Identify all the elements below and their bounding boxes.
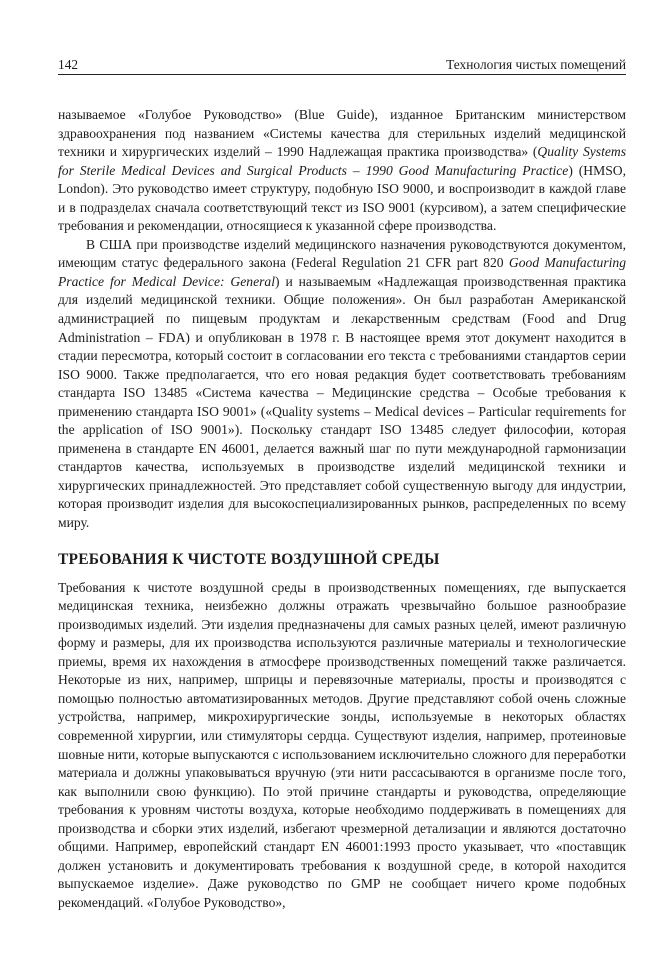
text-run: В США при производстве изделий медицинского назначения руководствуются документом, имеющим статус федерального закона (Federal Regulation 21 CFR part 820 xyxy=(58,236,626,271)
text-run: ) и называемым «Надлежащая производственная практика для изделий медицинской техники. Общие положения». Он был разработан Американской администрацией по пищевым продуктам и лекарственным средствам (Food and Drug Administration – FDA) и опубликован в 1978 г. В настоящее время этот документ находится в стадии пересмотра, который состоит в согласовании его текста с требованиями стандартов серии ISO 9000. Также предполагается, что его новая редакция будет соответствовать требованиям стандарта ISO 13485 «Система качества – Медицинские средства – Особые требования к применению стандарта ISO 9001» («Quality systems – Medical devices – Particular requirements for the application of ISO 9001»). Поскольку стандарт ISO 13485 следует философии, которая применена в стандарте EN 46001, делается важный шаг по пути международной гармонизации стандартов качества, используемых в производстве изделий медицинской техники и хирургических принадлежностей. Это представляет собой существенную выгоду для индустрии, которая производит изделия для высокоспециализированных рынков, распределенных по всему миру. xyxy=(58,273,626,531)
italic-title: Quality Systems for Sterile Medical Devices and Surgical Products – 1990 Good Manufacturing Practice xyxy=(58,144,626,178)
italic-title: Good Manufacturing Practice for Medical Device: General xyxy=(58,255,626,289)
text-run: ) (HMSO, London). Это руководство имеет структуру, подобную ISO 9000, и воспроизводит в каждой главе и в подразделах сначала соответствующий текст из ISO 9001 (курсивом), а затем специфические требования и рекомендации, относящиеся к указанной сфере производства. xyxy=(58,162,626,234)
paragraph-air-requirements: Требования к чистоте воздушной среды в производственных помещениях, где выпускается медицинская техника, неизбежно должны отражать чрезвычайно большое разнообразие производимых изделий. Эти изделия предназначены для самых разных целей, имеют различную форму и размеры, для их производства используются различные материалы и технологические приемы, время их нахождения в атмосфере производственных помещений также различается. Некоторые из них, например, шприцы и перевязочные материалы, просты и производятся с помощью полностью автоматизированных методов. Другие представляют собой очень сложные устройства, например, микрохирургические зонды, используемые в некоторых областях современной хирургии, или стимуляторы сердца. Существуют изделия, например, протеиновые шовные нити, которые выпускаются с использованием исключительно сложного для переработки материала и должны упаковываться вручную (эти нити рассасываются в организме после того, как выполнили свою функцию). По этой причине стандарты и руководства, определяющие требования к уровням чистоты воздуха, которые необходимо поддерживать в помещениях для производства и сборки этих изделий, избегают чрезмерной детализации и являются достаточно общими. Например, европейский стандарт EN 46001:1993 просто указывает, что «поставщик должен установить и документировать требования к воздушной среде, в которой находится выпускаемое изделие». Даже руководство по GMP не сообщает ничего кроме подобных рекомендаций. «Голубое Руководство», xyxy=(58,579,626,910)
section-heading: ТРЕБОВАНИЯ К ЧИСТОТЕ ВОЗДУШНОЙ СРЕДЫ xyxy=(58,550,440,568)
running-title: Технология чистых помещений xyxy=(446,57,626,72)
text-run: называемое «Голубое Руководство» (Blue Guide), изданное Британским министерством здравоохранения под названием «Системы качества для стерильных изделий медицинской техники и хирургических изделий – 1990 Надлежащая практика производства» ( xyxy=(58,107,626,160)
running-header xyxy=(58,56,626,75)
paragraph-blue-guide xyxy=(58,106,626,236)
page-number: 142 xyxy=(58,57,79,72)
page-body xyxy=(58,106,626,912)
paragraph-usa-regulation xyxy=(58,236,626,533)
